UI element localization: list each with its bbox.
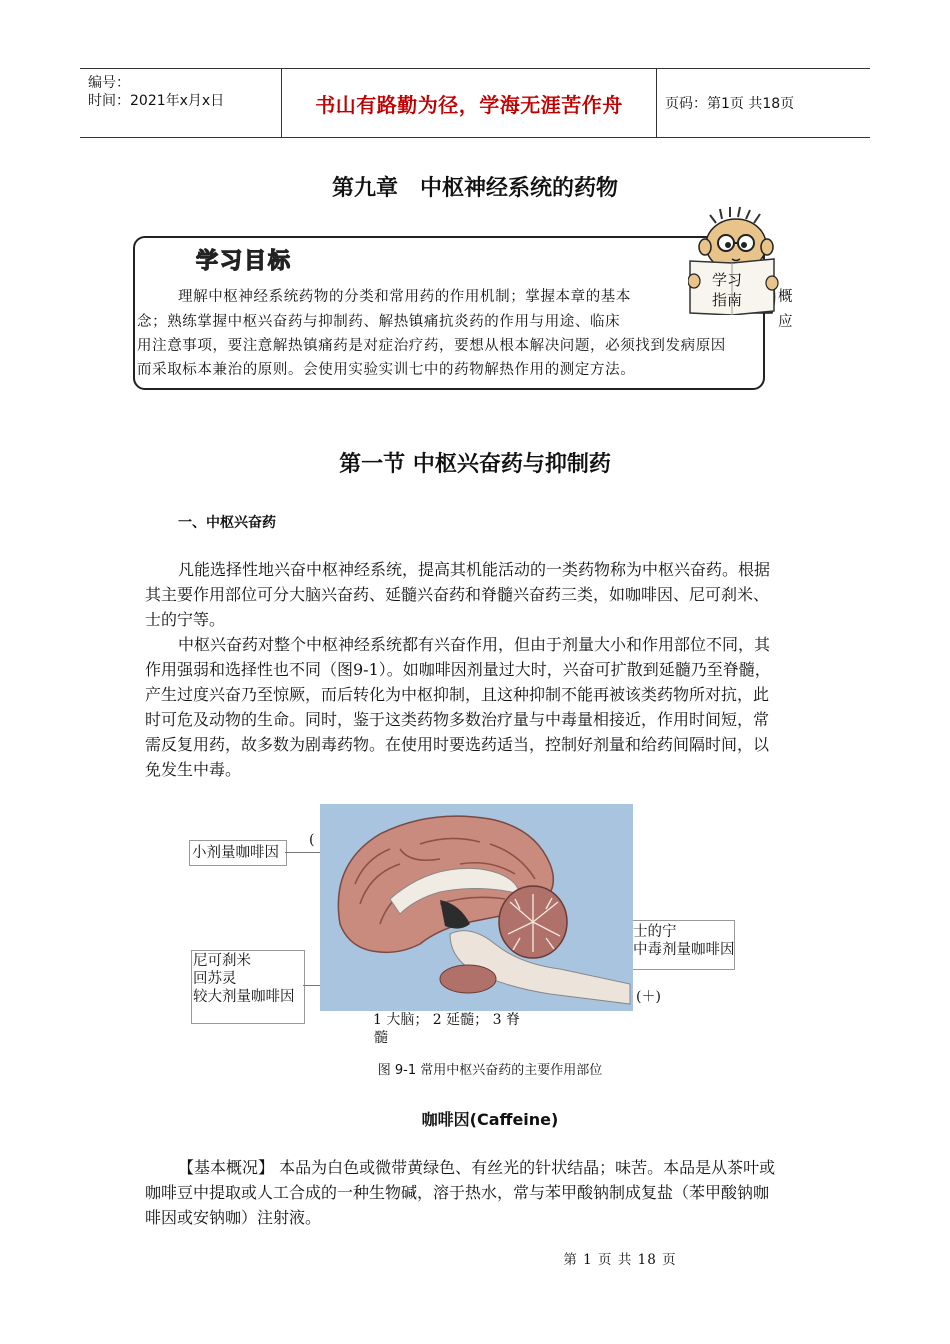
- objectives-line: 理解中枢神经系统药物的分类和常用药的作用机制；掌握本章的基本: [178, 289, 631, 305]
- label-text: 小剂量咖啡因: [192, 845, 279, 861]
- paragraph-line: 需反复用药，故多数为剧毒药物。在使用时要选药适当，控制好剂量和给药间隔时间，以: [145, 735, 770, 754]
- label-left-drug-group: [191, 950, 305, 1024]
- header-time: 时间：2021年x月x日: [88, 93, 225, 109]
- label-text: 回苏灵: [193, 971, 237, 987]
- drug-title: 咖啡因(Caffeine): [421, 1110, 559, 1129]
- paragraph-line: 时可危及动物的生命。同时，鉴于这类药物多数治疗量与中毒量相接近，作用时间短，常: [145, 710, 770, 729]
- figure-part-legend: 髓: [374, 1030, 388, 1046]
- figure-part-legend: 1 大脑； 2 延髓； 3 脊: [373, 1012, 520, 1028]
- header-page-number: 页码：第1页 共18页: [665, 96, 795, 112]
- page-footer: 第 1 页 共 18 页: [563, 1252, 677, 1268]
- paragraph-line: 作用强弱和选择性也不同（图9-1）。如咖啡因剂量过大时，兴奋可扩散到延髓乃至脊髓，: [145, 660, 771, 679]
- label-text: 士的宁: [633, 924, 677, 940]
- objectives-line: 应: [778, 314, 794, 330]
- figure-caption: 图 9-1 常用中枢兴奋药的主要作用部位: [377, 1063, 603, 1078]
- objectives-line: 用注意事项，要注意解热镇痛药是对症治疗药，要想从根本解决问题，必须找到发病原因: [137, 338, 726, 354]
- header-motto: 书山有路勤为径，学海无涯苦作舟: [315, 93, 623, 117]
- study-guide-label-line: 指南: [712, 291, 743, 309]
- brain-photo: [320, 804, 633, 1011]
- objectives-line: 而采取标本兼治的原则。会使用实验实训七中的药物解热作用的测定方法。: [137, 362, 636, 378]
- label-text: 较大剂量咖啡因: [193, 989, 295, 1005]
- paragraph-line: 其主要作用部位可分大脑兴奋药、延髓兴奋药和脊髓兴奋药三类，如咖啡因、尼可刹米、: [145, 585, 770, 604]
- subsection-title: 一、中枢兴奋药: [178, 515, 276, 531]
- paragraph-line: 啡因或安钠咖）注射液。: [145, 1208, 322, 1227]
- paragraph-line: 士的宁等。: [145, 610, 226, 629]
- label-text: 中毒剂量咖啡因: [633, 942, 735, 958]
- objectives-line: 概: [778, 289, 794, 305]
- paragraph-line: 中枢兴奋药对整个中枢神经系统都有兴奋作用，但由于剂量大小和作用部位不同，其: [178, 635, 771, 654]
- objectives-line: 念；熟练掌握中枢兴奋药与抑制药、解热镇痛抗炎药的作用与用途、临床: [137, 314, 621, 330]
- section-title: 第一节 中枢兴奋药与抑制药: [339, 452, 611, 477]
- header-divider: [656, 69, 657, 137]
- brain-illustration: [320, 804, 633, 1011]
- leader-line: [285, 852, 320, 853]
- header-number: 编号：: [88, 75, 130, 91]
- paragraph-line: 凡能选择性地兴奋中枢神经系统，提高其机能活动的一类药物称为中枢兴奋药。根据: [178, 560, 771, 579]
- study-guide-label: [712, 270, 742, 310]
- chapter-title: 第九章 中枢神经系统的药物: [331, 176, 618, 201]
- paragraph-line: 咖啡豆中提取或人工合成的一种生物碱，溶于热水，常与苯甲酸钠制成复盐（苯甲酸钠咖: [145, 1183, 770, 1202]
- study-guide-label-line: 学习: [712, 271, 743, 289]
- paragraph-line: 产生过度兴奋乃至惊厥，而后转化为中枢抑制，且这种抑制不能再被该类药物所对抗，此: [145, 685, 770, 704]
- objectives-title: 学习目标: [196, 249, 293, 274]
- label-right-drug-group: [633, 920, 735, 970]
- paren-mark: (: [309, 832, 315, 848]
- plus-mark: (＋): [636, 989, 661, 1005]
- paragraph-line: 免发生中毒。: [145, 760, 242, 779]
- paragraph-line: 【基本概况】 本品为白色或微带黄绿色、有丝光的针状结晶；味苦。本品是从茶叶或: [178, 1158, 776, 1177]
- page-header: [80, 68, 870, 138]
- leader-line: [303, 985, 320, 986]
- label-text: 尼可刹米: [193, 953, 251, 969]
- label-small-dose-caffeine: [189, 840, 287, 866]
